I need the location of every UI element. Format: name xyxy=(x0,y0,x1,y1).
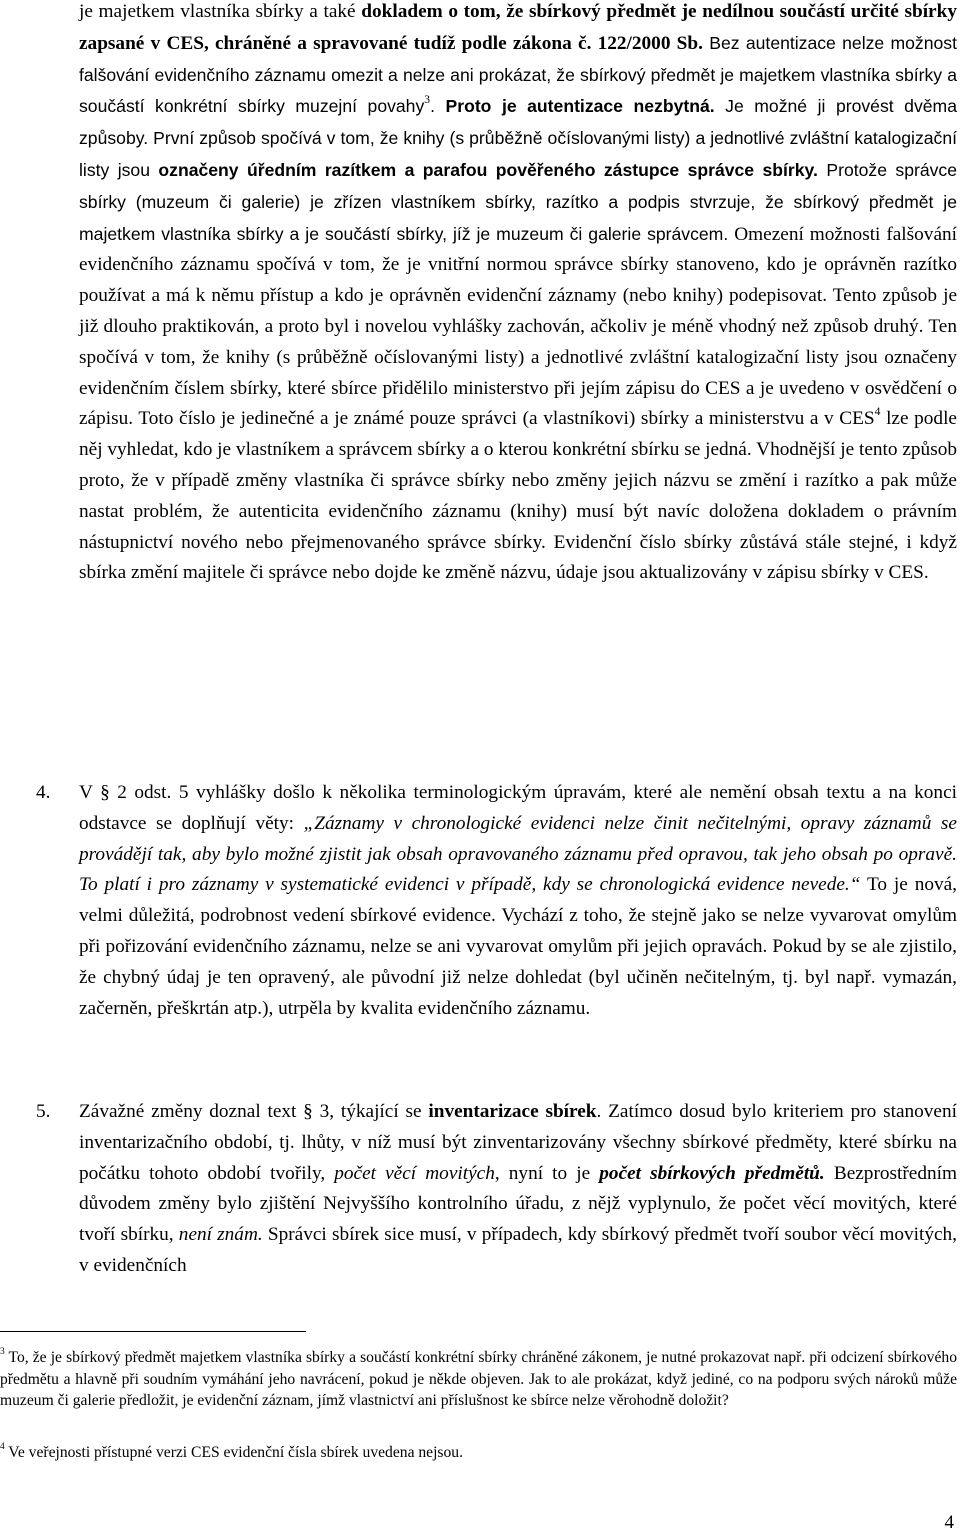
list-item-4 xyxy=(79,778,957,1024)
italic-quote: „Záznamy v chronologické evidenci nelze činit nečitelnými, opravy záznamů se provádějí tak, aby bylo možné zjistit jak obsah opravovaného záznamu před opravou, tak jeho obsah po opravě. To platí i pro záznamy v systematické evidenci v případě, kdy se chronologická evidence nevede.“ xyxy=(79,812,957,896)
footnote-ref-4[interactable]: 4 xyxy=(874,404,881,418)
italic-text: počet věcí movitých xyxy=(334,1162,495,1184)
footnote-text: Ve veřejnosti přístupné verzi CES evidenční čísla sbírek uvedena nejsou. xyxy=(4,1444,463,1461)
body-paragraph xyxy=(79,0,957,589)
list-item-5 xyxy=(79,1097,957,1282)
footnote-ref-3[interactable]: 3 xyxy=(424,92,431,106)
footnote-4 xyxy=(0,1442,957,1464)
italic-text: není znám. xyxy=(178,1224,263,1246)
bold-text: označeny úředním razítkem a parafou pověřeného zástupce správce sbírky. xyxy=(158,159,818,180)
text-run: Správci sbírek sice musí, v případech, kdy sbírkový předmět tvoří soubor věcí movitých, v evidenčních xyxy=(79,1224,957,1276)
footnote-marker: 3 xyxy=(0,1346,5,1357)
text-run: Bezprostředním důvodem změny bylo zjištění Nejvyššího kontrolního úřadu, z nějž vyplynulo, že počet věcí movitých, které tvoří sbírku, xyxy=(79,1162,957,1246)
bold-italic-text: počet sbírkových předmětů. xyxy=(599,1162,825,1184)
bold-text: inventarizace sbírek xyxy=(428,1101,597,1122)
list-number: 5. xyxy=(36,1101,51,1122)
text-run: Závažné změny doznal text § 3, týkající se xyxy=(79,1101,429,1122)
text-run: Bez autentizace nelze možnost falšování evidenčního záznamu omezit a nelze ani prokázat, že sbírkový předmět je majetkem vlastníka sbírky a součástí konkrétní sbírky muzejní povahy xyxy=(79,32,957,117)
footnote-text: To, že je sbírkový předmět majetkem vlastníka sbírky a součástí konkrétní sbírky chráněné zákonem, je nutné prokazovat např. při odcizení sbírkového předmětu a hlavně při soudním vymáhání jeho navrácení, pokud je někde objeven. Jak to ale prokázat, když jediné, co na podporu svých nároků může muzeum či galerie předložit, je evidenční záznam, jímž vlastnictví ani příslušnost ke sbírce nelze věrohodně doložit? xyxy=(0,1349,957,1410)
text-run: lze podle něj vyhledat, kdo je vlastníkem a správcem sbírky a o kterou konkrétní sbírku se jedná. Vhodnější je tento způsob proto, že v případě změny vlastníka či správce sbírky nebo změny jejich názvu se změní i razítko a pak může nastat problém, že autenticita evidenčního záznamu (knihy) musí být navíc doložena dokladem o právním nástupnictví nového nebo přejmenovaného správce sbírky. Evidenční číslo sbírky zůstává stále stejné, i když sbírka změní majitele či správce nebo dojde ke změně názvu, údaje jsou aktualizovány v zápisu sbírky v CES. xyxy=(79,408,957,584)
bold-text: dokladem o tom, že sbírkový předmět je nedílnou součástí určité sbírky zapsané v CES, chráněné a spravované tudíž podle zákona č. 122/2000 Sb. xyxy=(79,1,957,54)
text-run: . xyxy=(430,96,446,117)
page-number: 4 xyxy=(944,1512,954,1533)
footnote-marker: 4 xyxy=(0,1441,5,1452)
footnote-3 xyxy=(0,1347,957,1412)
text-run: To je nová, velmi důležitá, podrobnost vedení sbírkové evidence. Vychází z toho, že stejně jako se nelze vyvarovat omylům při pořizování evidenčního záznamu, nelze se ani vyvarovat omylům při jejich opravách. Pokud by se ale zjistilo, že chybný údaj je ten opravený, ale původní již nelze dohledat (byl učiněn nečitelným, tj. byl např. vymazán, začerněn, přeškrtán atp.), utrpěla by kvalita evidenčního záznamu. xyxy=(79,874,957,1019)
text-run: . Zatímco dosud bylo kriteriem pro stanovení inventarizačního období, tj. lhůty, v níž musí být zinventarizovány všechny sbírkové předměty, které sbírku na počátku tohoto období tvořily, xyxy=(79,1101,957,1184)
text-run: V § 2 odst. 5 vyhlášky došlo k několika terminologickým úpravám, které ale nemění obsah textu a na konci odstavce se doplňují věty: xyxy=(79,782,957,834)
text-run: , nyní to je xyxy=(494,1162,600,1184)
text-run: Omezení možnosti falšování evidenčního záznamu spočívá v tom, že je vnitřní normou správce sbírky stanoveno, kdo je oprávněn razítko používat a má k němu přístup a kdo je oprávněn evidenční záznamy (nebo knihy) podepisovat. Tento způsob je již dlouho praktikován, a proto byl i novelou vyhlášky zachován, ačkoliv je méně vhodný než způsob druhý. Ten spočívá v tom, že knihy (s průběžně očíslovanými listy) a jednotlivé zvláštní katalogizační listy jsou označeny evidenčním číslem sbírky, které sbírce přidělilo ministerstvo při jejím zápisu do CES a je uvedeno v osvědčení o zápisu. Toto číslo je jedinečné a je známé pouze správci (a vlastníkovi) sbírky a ministerstvu a v CES xyxy=(79,223,957,430)
text-run: Protože správce sbírky (muzeum či galerie) je zřízen vlastníkem sbírky, razítko a podpis stvrzuje, že sbírkový předmět je majetkem vlastníka sbírky a je součástí sbírky, jíž je muzeum či galerie správcem. xyxy=(79,159,958,244)
footnote-separator xyxy=(0,1331,306,1332)
list-number: 4. xyxy=(36,782,51,803)
text-run: je majetkem vlastníka sbírky a také xyxy=(79,1,362,22)
bold-text: Proto je autentizace nezbytná. xyxy=(445,96,715,117)
text-run: Je možné ji provést dvěma způsoby. První způsob spočívá v tom, že knihy (s průběžně očíslovanými listy) a jednotlivé zvláštní katalogizační listy jsou xyxy=(79,96,957,180)
